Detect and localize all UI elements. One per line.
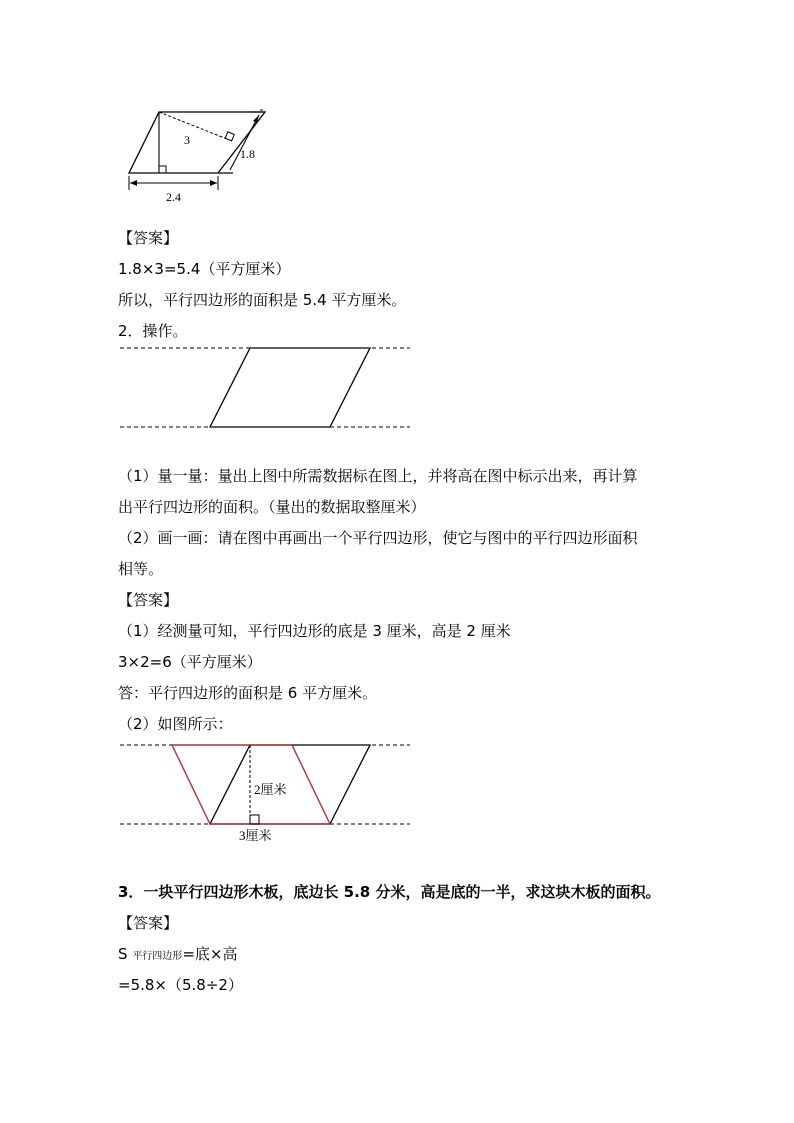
q2-task2-line1: （2）画一画：请在图中再画出一个平行四边形，使它与图中的平行四边形面积 — [118, 529, 638, 547]
figure1-height-label: 3 — [184, 133, 190, 147]
q1-calc: 1.8×3=5.4（平方厘米） — [118, 260, 291, 278]
q2-task2-line2: 相等。 — [118, 560, 164, 578]
q1-answer-heading: 【答案】 — [118, 229, 179, 247]
q1-conclusion: 所以，平行四边形的面积是 5.4 平方厘米。 — [118, 291, 407, 309]
q3-step1: =5.8×（5.8÷2） — [118, 976, 243, 994]
q2-task1-line1: （1）量一量：量出上图中所需数据标在图上，并将高在图中标示出来，再计算 — [118, 467, 638, 485]
figure-parallelogram-3 — [115, 737, 415, 847]
q2-answer-1-calc: 3×2=6（平方厘米） — [118, 653, 262, 671]
figure3-base-label: 3厘米 — [239, 828, 272, 843]
q2-answer-1-conclusion: 答：平行四边形的面积是 6 平方厘米。 — [118, 684, 378, 702]
q3-formula-rest: =底×高 — [182, 945, 238, 963]
q2-answer-heading: 【答案】 — [118, 591, 179, 609]
q3-formula-s: S — [118, 945, 128, 963]
q2-task1-line2: 出平行四边形的面积。（量出的数据取整厘米） — [118, 498, 426, 516]
q2-answer-1: （1）经测量可知，平行四边形的底是 3 厘米，高是 2 厘米 — [118, 622, 511, 640]
figure-parallelogram-1 — [120, 100, 280, 210]
q3-formula-subscript: 平行四边形 — [132, 951, 183, 962]
drawn-parallelogram — [172, 745, 330, 824]
q2-answer-2: （2）如图所示： — [118, 715, 233, 733]
q3-title: 3．一块平行四边形木板，底边长 5.8 分米，高是底的一半，求这块木板的面积。 — [118, 883, 661, 901]
q3-formula — [118, 944, 237, 967]
figure1-base-label: 2.4 — [166, 190, 181, 204]
q3-answer-heading: 【答案】 — [118, 914, 179, 932]
q2-title: 2．操作。 — [118, 322, 188, 340]
figure1-side-label: 1.8 — [240, 147, 255, 161]
figure3-height-label: 2厘米 — [254, 782, 287, 797]
figure-parallelogram-2 — [115, 340, 415, 435]
